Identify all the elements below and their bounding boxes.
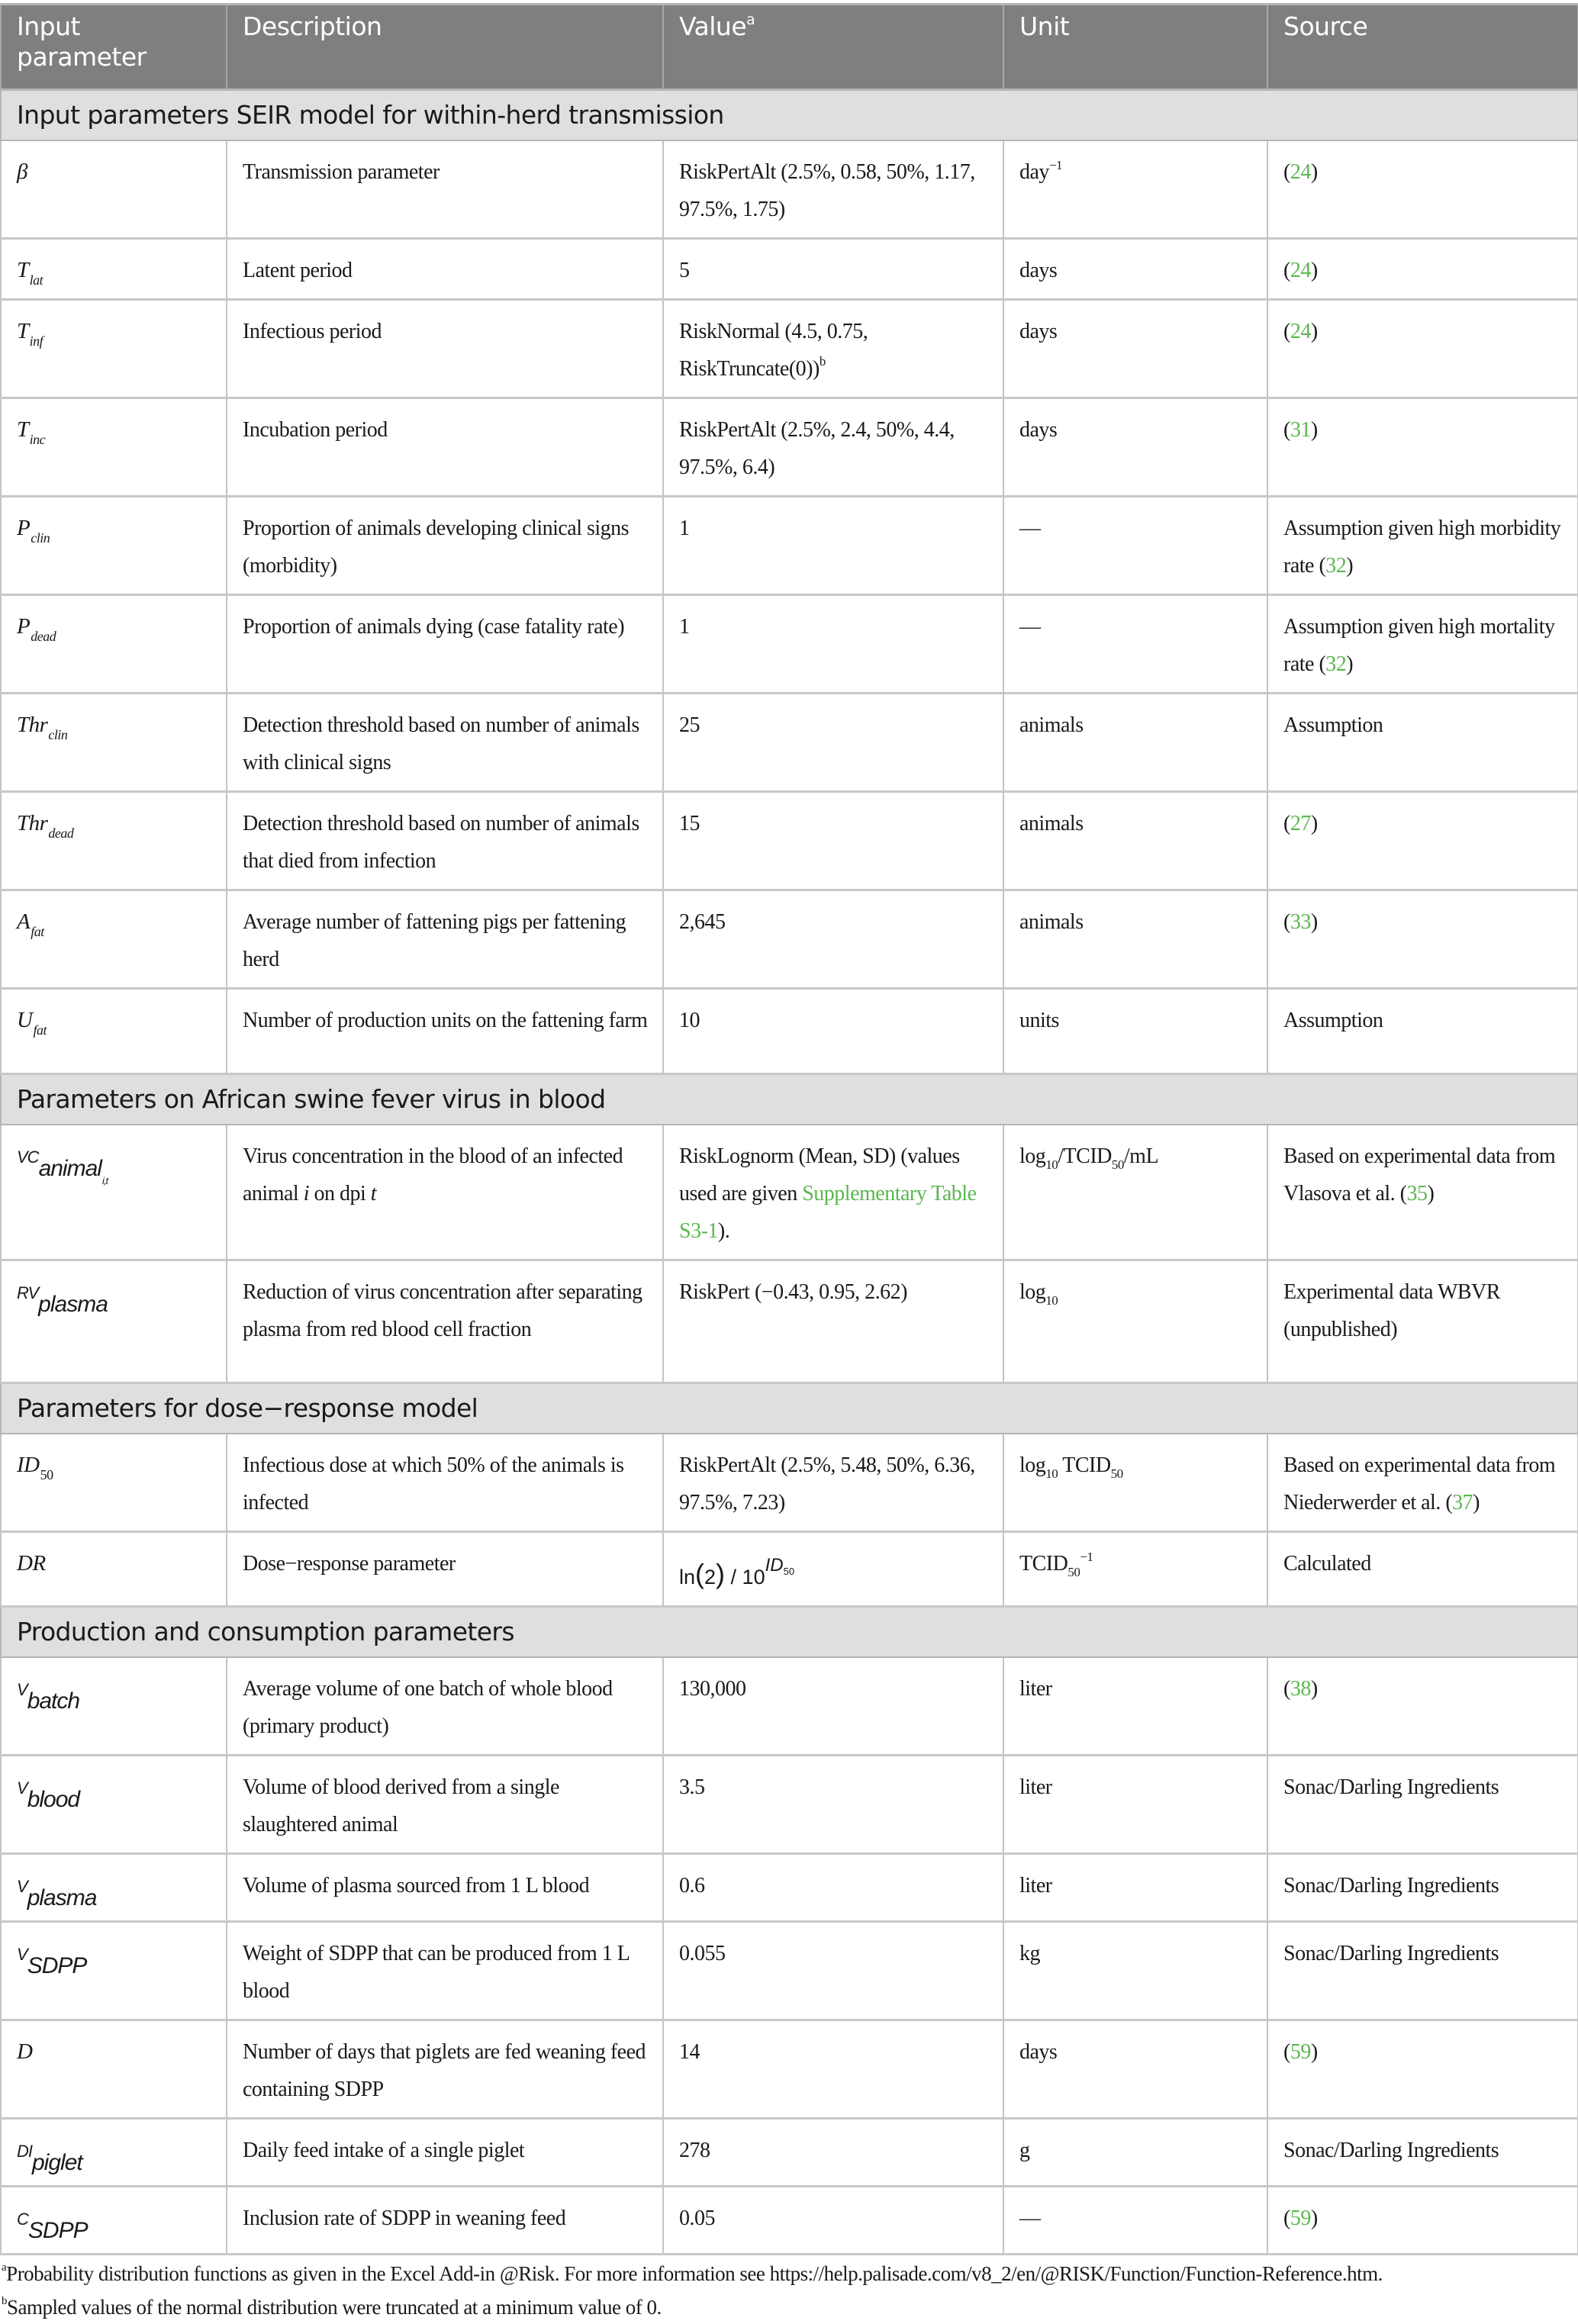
source-text-end: ) [1473,1491,1480,1514]
table-row [1,1756,1578,1854]
reference-link[interactable]: 27 [1290,812,1311,835]
parameter-symbol [1,1657,227,1756]
table-row [1,140,1578,239]
parameter-symbol [1,2187,227,2255]
symbol-main: T [17,258,29,282]
reference-link[interactable]: 37 [1452,1491,1473,1514]
section-row-production [1,1607,1578,1658]
parameter-unit: g [1003,2119,1267,2187]
description-variable-t: t [370,1182,377,1205]
section-row-seir [1,90,1578,141]
source-text-end: ) [1346,554,1354,578]
parameter-unit [1003,1434,1267,1532]
column-header-value-label: Value [679,11,747,41]
parameter-source [1267,2020,1578,2119]
parameter-unit: days [1003,398,1267,497]
reference-link[interactable]: 59 [1290,2207,1311,2230]
parameter-description: Number of days that piglets are fed weaning feed containing SDPP [227,2020,663,2119]
symbol-subscript: SDPP [27,2218,88,2243]
source-text: Calculated [1283,1552,1371,1576]
parameter-value: RiskPertAlt (2.5%, 0.58, 50%, 1.17, 97.5%, 1.75) [663,140,1003,239]
column-header-value [663,5,1003,90]
formula-exponent-subscript: 50 [783,1566,795,1577]
table-footnotes [0,2255,1578,2324]
parameter-symbol [1,1532,227,1607]
symbol-subscript: piglet [32,2150,82,2175]
parameter-description: Transmission parameter [227,140,663,239]
symbol-main: A [17,909,31,934]
parameter-value: 3.5 [663,1756,1003,1854]
source-text-end: ) [1310,160,1318,184]
parameter-symbol [1,2020,227,2119]
table-row [1,1434,1578,1532]
source-text: ( [1283,1677,1290,1701]
parameter-value: 278 [663,2119,1003,2187]
parameter-source: Sonac/Darling Ingredients [1267,1756,1578,1854]
reference-link[interactable]: 59 [1290,2040,1311,2064]
formula-divisor: / 10 [725,1566,765,1588]
parameter-unit [1003,140,1267,239]
unit-superscript: −1 [1080,1550,1093,1564]
table-row [1,595,1578,694]
parameter-value: 1 [663,595,1003,694]
footnote-text: Probability distribution functions as given in the Excel Add-in @Risk. For more information see https://help.palisade.com/v8_2/en/@RISK/Function/Function-Reference.htm. [6,2262,1383,2285]
parameter-description: Average number of fattening pigs per fattening herd [227,890,663,989]
symbol-subscript: clin [48,727,68,742]
unit-main: day [1019,160,1049,184]
parameter-description: Proportion of animals dying (case fatality rate) [227,595,663,694]
symbol-subscript: plasma [38,1292,108,1317]
section-title: Production and consumption parameters [1,1607,1578,1658]
column-header-description: Description [227,5,663,90]
symbol-main: DI [17,2142,32,2161]
parameter-unit: liter [1003,1854,1267,1922]
parameter-symbol [1,890,227,989]
symbol-subscript: blood [27,1787,80,1812]
reference-link[interactable]: 33 [1290,910,1311,934]
supplementary-table-link[interactable]: Supplementary Table S3-1 [679,1182,977,1243]
formula-argument: 2 [704,1566,717,1588]
parameter-source [1267,497,1578,595]
parameter-description: Volume of plasma sourced from 1 L blood [227,1854,663,1922]
parameter-unit: days [1003,239,1267,300]
parameter-unit: units [1003,989,1267,1074]
source-text: ( [1283,910,1290,934]
parameter-unit: animals [1003,890,1267,989]
source-text: Assumption [1283,713,1383,737]
dose-response-formula [679,1545,794,1592]
table-row [1,2020,1578,2119]
source-text: ( [1283,418,1290,442]
symbol-main: Thr [17,811,48,835]
section-title: Parameters for dose−response model [1,1383,1578,1434]
source-text: ( [1283,2040,1290,2064]
parameter-symbol [1,1434,227,1532]
parameter-source [1267,140,1578,239]
parameter-source [1267,694,1578,792]
symbol-main: P [17,614,31,639]
symbol-main: V [17,1877,27,1896]
parameter-unit [1003,1532,1267,1607]
parameter-symbol [1,398,227,497]
unit-superscript: −1 [1048,158,1063,172]
table-row [1,1260,1578,1383]
table-row [1,1532,1578,1607]
value-text: RiskLognorm (Mean, SD) (values used are given [679,1144,960,1205]
parameter-symbol [1,1756,227,1854]
value-text: RiskNormal (4.5, 0.75, RiskTruncate(0)) [679,320,868,381]
parameter-value: 15 [663,792,1003,890]
parameter-description: Latent period [227,239,663,300]
parameter-value: RiskPertAlt (2.5%, 5.48, 50%, 6.36, 97.5%, 7.23) [663,1434,1003,1532]
source-text: ( [1283,259,1290,282]
source-text: ( [1283,812,1290,835]
symbol-subscript: inf [29,333,43,349]
source-text: Based on experimental data from Vlasova et al. ( [1283,1144,1556,1205]
reference-link[interactable]: 32 [1325,652,1347,676]
table-row [1,792,1578,890]
column-header-unit: Unit [1003,5,1267,90]
parameter-value: RiskPert (−0.43, 0.95, 2.62) [663,1260,1003,1383]
source-text: Assumption [1283,1009,1383,1032]
table-row [1,694,1578,792]
parameter-source [1267,239,1578,300]
parameter-description: Proportion of animals developing clinical signs (morbidity) [227,497,663,595]
parameter-symbol [1,300,227,398]
unit-part: TCID [1058,1453,1111,1477]
parameter-source [1267,989,1578,1074]
symbol-main: DR [17,1551,46,1576]
parameter-unit: — [1003,497,1267,595]
table-row [1,1854,1578,1922]
reference-link[interactable]: 38 [1290,1677,1311,1701]
symbol-main: VC [17,1148,39,1167]
description-text-mid: on dpi [308,1182,371,1205]
source-text-end: ) [1310,812,1318,835]
parameter-value: 0.055 [663,1922,1003,2020]
parameter-description [227,1125,663,1260]
parameter-symbol [1,694,227,792]
parameter-unit: animals [1003,792,1267,890]
parameter-description: Reduction of virus concentration after separating plasma from red blood cell fraction [227,1260,663,1383]
parameter-symbol [1,1125,227,1260]
description-variable-i: i [303,1182,309,1205]
symbol-subscript: SDPP [27,1953,87,1978]
parameter-symbol [1,1922,227,2020]
parameter-symbol [1,1854,227,1922]
section-row-dose-response [1,1383,1578,1434]
parameter-value: 1 [663,497,1003,595]
parameter-symbol [1,239,227,300]
source-text: Assumption given high morbidity rate ( [1283,517,1561,578]
source-text-end: ) [1346,652,1354,676]
parameter-source: Sonac/Darling Ingredients [1267,1854,1578,1922]
unit-part: TCID [1019,1552,1068,1576]
parameter-symbol [1,1260,227,1383]
parameter-value: 2,645 [663,890,1003,989]
parameter-description: Detection threshold based on number of animals with clinical signs [227,694,663,792]
formula-exponent [765,1556,794,1577]
parameter-description: Daily feed intake of a single piglet [227,2119,663,2187]
source-text-end: ) [1310,259,1318,282]
description-text: Virus concentration in the blood of an infected animal [243,1144,623,1205]
parameter-value: 10 [663,989,1003,1074]
symbol-subscript: inc [29,432,46,447]
footnote-text: Sampled values of the normal distribution were truncated at a minimum value of 0. [7,2296,662,2319]
symbol-subscript: batch [27,1688,80,1714]
unit-part: log [1019,1280,1046,1304]
unit-subscript: 10 [1045,1157,1058,1172]
source-text-end: ) [1427,1182,1435,1205]
parameter-source: Sonac/Darling Ingredients [1267,1922,1578,2020]
parameter-source [1267,1125,1578,1260]
table-row [1,398,1578,497]
footnote-mark: b [2,2295,7,2307]
parameter-source [1267,1260,1578,1383]
parameter-value: 25 [663,694,1003,792]
parameter-unit [1003,1260,1267,1383]
symbol-subscript: clin [31,530,50,546]
reference-link[interactable]: 24 [1290,320,1311,343]
parameter-unit [1003,1125,1267,1260]
symbol-subscript: fat [33,1022,47,1038]
unit-subscript: 50 [1068,1565,1080,1579]
unit-part: /mL [1123,1144,1159,1168]
table-row [1,1125,1578,1260]
parameter-symbol [1,2119,227,2187]
parameter-unit: days [1003,2020,1267,2119]
source-text-end: ) [1310,1677,1318,1701]
source-text-end: ) [1310,2040,1318,2064]
unit-subscript: 10 [1045,1293,1058,1308]
source-text: ( [1283,160,1290,184]
symbol-main: V [17,1778,27,1798]
unit-subscript: 10 [1045,1466,1058,1481]
table-row [1,2119,1578,2187]
symbol-main: T [17,319,29,343]
footnote-a [0,2257,1578,2290]
parameter-description: Infectious period [227,300,663,398]
symbol-sub-subscript: i,t [101,1175,108,1186]
unit-part: log [1019,1144,1046,1168]
parameter-source [1267,890,1578,989]
parameter-value: 0.05 [663,2187,1003,2255]
parameter-symbol [1,989,227,1074]
parameter-unit: liter [1003,1756,1267,1854]
source-text: ( [1283,2207,1290,2230]
parameter-value [663,1125,1003,1260]
symbol-main: RV [17,1283,39,1302]
symbol-main: U [17,1008,33,1032]
source-text: ( [1283,320,1290,343]
parameter-value: 5 [663,239,1003,300]
table-header-row [1,5,1578,90]
section-row-asfv-blood [1,1074,1578,1125]
parameter-source [1267,2187,1578,2255]
symbol-main: β [17,159,27,184]
reference-link[interactable]: 35 [1406,1182,1428,1205]
symbol-main: Thr [17,713,48,737]
source-text: Assumption given high mortality rate ( [1283,615,1555,676]
value-text-end: ). [717,1219,730,1243]
table-row [1,300,1578,398]
parameter-source [1267,792,1578,890]
unit-part: log [1019,1453,1046,1477]
parameter-symbol [1,595,227,694]
parameter-symbol [1,792,227,890]
parameter-unit: kg [1003,1922,1267,2020]
formula-ln: ln [679,1566,696,1588]
source-text: Experimental data WBVR (unpublished) [1283,1280,1500,1341]
parameter-source [1267,1532,1578,1607]
parameter-value: 130,000 [663,1657,1003,1756]
parameter-source [1267,1657,1578,1756]
source-text-end: ) [1310,2207,1318,2230]
source-text-end: ) [1310,910,1318,934]
symbol-subscript: dead [48,826,74,841]
table-row [1,1657,1578,1756]
reference-link[interactable]: 24 [1290,160,1311,184]
parameter-symbol [1,140,227,239]
parameter-value: 14 [663,2020,1003,2119]
parameter-description: Number of production units on the fattening farm [227,989,663,1074]
parameter-description: Detection threshold based on number of animals that died from infection [227,792,663,890]
symbol-subscript: plasma [27,1885,97,1910]
symbol-main: D [17,2039,33,2064]
footnote-mark: a [2,2261,7,2274]
unit-part: /TCID [1058,1144,1112,1168]
parameter-unit: — [1003,2187,1267,2255]
parameter-unit: animals [1003,694,1267,792]
parameter-description: Inclusion rate of SDPP in weaning feed [227,2187,663,2255]
footnote-mark: a [746,11,755,28]
unit-subscript: 50 [1111,1157,1124,1172]
reference-link[interactable]: 31 [1290,418,1311,442]
parameter-description: Dose−response parameter [227,1532,663,1607]
section-title: Input parameters SEIR model for within-herd transmission [1,90,1578,141]
parameter-value: 0.6 [663,1854,1003,1922]
parameter-source: Sonac/Darling Ingredients [1267,2119,1578,2187]
parameter-source [1267,300,1578,398]
table-row [1,2187,1578,2255]
symbol-subscript: 50 [40,1467,53,1482]
column-header-source: Source [1267,5,1578,90]
unit-subscript: 50 [1110,1466,1123,1481]
symbol-subscript: fat [31,924,44,939]
symbol-subscript: animal [38,1156,101,1181]
parameter-value: RiskPertAlt (2.5%, 2.4, 50%, 4.4, 97.5%, 6.4) [663,398,1003,497]
formula-paren-open: ( [695,1558,705,1589]
parameters-table [0,3,1578,2255]
parameter-symbol [1,497,227,595]
parameter-value [663,300,1003,398]
symbol-main: ID [17,1453,40,1477]
parameter-description: Incubation period [227,398,663,497]
symbol-subscript: lat [29,272,43,288]
source-text-end: ) [1310,320,1318,343]
source-text: Based on experimental data from Niederwerder et al. ( [1283,1453,1556,1514]
parameter-description: Average volume of one batch of whole blood (primary product) [227,1657,663,1756]
parameter-unit: days [1003,300,1267,398]
parameter-source [1267,1434,1578,1532]
parameter-source [1267,398,1578,497]
table-row [1,890,1578,989]
parameter-description: Weight of SDPP that can be produced from 1 L blood [227,1922,663,2020]
column-header-parameter: Input parameter [1,5,227,90]
footnote-mark: b [819,354,826,369]
symbol-main: V [17,1680,27,1699]
formula-paren-close: ) [716,1558,726,1589]
parameter-value [663,1532,1003,1607]
formula-exponent-text: ID [765,1555,784,1576]
parameter-unit: liter [1003,1657,1267,1756]
symbol-main: P [17,516,31,540]
reference-link[interactable]: 24 [1290,259,1311,282]
table-row [1,497,1578,595]
symbol-subscript: dead [31,629,56,644]
symbol-main: T [17,417,29,442]
symbol-main: C [17,2210,28,2229]
reference-link[interactable]: 32 [1325,554,1347,578]
parameter-source [1267,595,1578,694]
table-row [1,989,1578,1074]
parameter-unit: — [1003,595,1267,694]
table-row [1,239,1578,300]
symbol-main: V [17,1945,27,1964]
table-row [1,1922,1578,2020]
parameter-description: Infectious dose at which 50% of the animals is infected [227,1434,663,1532]
source-text-end: ) [1310,418,1318,442]
section-title: Parameters on African swine fever virus in blood [1,1074,1578,1125]
footnote-b [0,2290,1578,2324]
parameter-description: Volume of blood derived from a single slaughtered animal [227,1756,663,1854]
